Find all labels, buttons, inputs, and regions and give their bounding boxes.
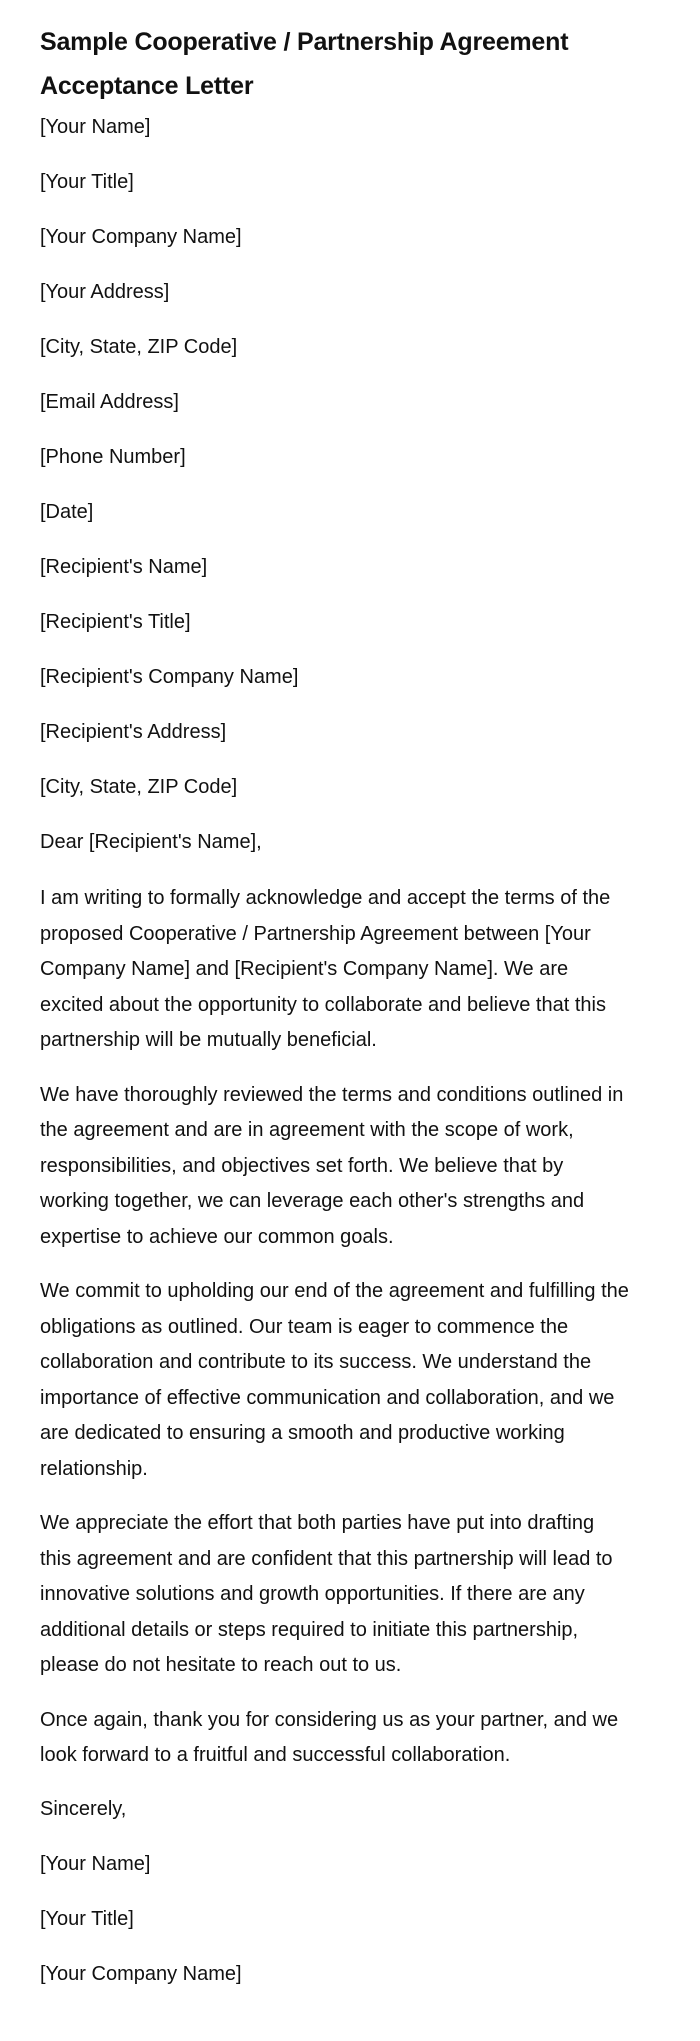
recipient-block bbox=[40, 551, 630, 803]
closing: Sincerely, bbox=[40, 1797, 127, 1820]
signature-company: [Your Company Name] bbox=[40, 1962, 242, 1985]
letter-title: Sample Cooperative / Partnership Agreement Acceptance Letter bbox=[40, 28, 569, 100]
sender-company: [Your Company Name] bbox=[40, 226, 242, 248]
sender-name: [Your Name] bbox=[40, 116, 151, 138]
recipient-address: [Recipient's Address] bbox=[40, 721, 227, 743]
body-paragraph: Once again, thank you for considering us as your partner, and we look forward to a fruitful and successful collaboration. bbox=[40, 1708, 619, 1766]
salutation: Dear [Recipient's Name], bbox=[40, 831, 262, 853]
letter-body bbox=[40, 881, 630, 1774]
body-paragraph: We commit to upholding our end of the agreement and fulfilling the obligations as outlined. Our team is eager to commence the collaboration and contribute to its success. We understand the importance of effective communication and collaboration, and we are dedicated to ensuring a smooth and productive working relationship. bbox=[40, 1280, 629, 1480]
sender-city-state-zip: [City, State, ZIP Code] bbox=[40, 336, 238, 358]
signature-name: [Your Name] bbox=[40, 1852, 151, 1875]
recipient-company: [Recipient's Company Name] bbox=[40, 666, 299, 688]
body-paragraph: We have thoroughly reviewed the terms and conditions outlined in the agreement and are in agreement with the scope of work, responsibilities, and objectives set forth. We believe that by working together, we can leverage each other's strengths and expertise to achieve our common goals. bbox=[40, 1083, 624, 1248]
recipient-name: [Recipient's Name] bbox=[40, 556, 208, 578]
signature-title: [Your Title] bbox=[40, 1907, 134, 1930]
body-paragraph: I am writing to formally acknowledge and accept the terms of the proposed Cooperative / Partnership Agreement between [Your Company Name] and [Recipient's Company Name]. We are excited about the opportunity to collaborate and believe that this partnership will be mutually beneficial. bbox=[40, 887, 611, 1051]
sender-title: [Your Title] bbox=[40, 171, 134, 193]
sender-address: [Your Address] bbox=[40, 281, 170, 303]
recipient-city-state-zip: [City, State, ZIP Code] bbox=[40, 776, 238, 798]
sender-email: [Email Address] bbox=[40, 391, 179, 413]
sender-block bbox=[40, 111, 630, 473]
sender-phone: [Phone Number] bbox=[40, 446, 186, 468]
recipient-title: [Recipient's Title] bbox=[40, 611, 191, 633]
body-paragraph: We appreciate the effort that both parties have put into drafting this agreement and are confident that this partnership will lead to innovative solutions and growth opportunities. If there are any additional details or steps required to initiate this partnership, please do not hesitate to reach out to us. bbox=[40, 1512, 613, 1676]
letter-date: [Date] bbox=[40, 501, 94, 523]
signature-block bbox=[40, 1848, 630, 1990]
